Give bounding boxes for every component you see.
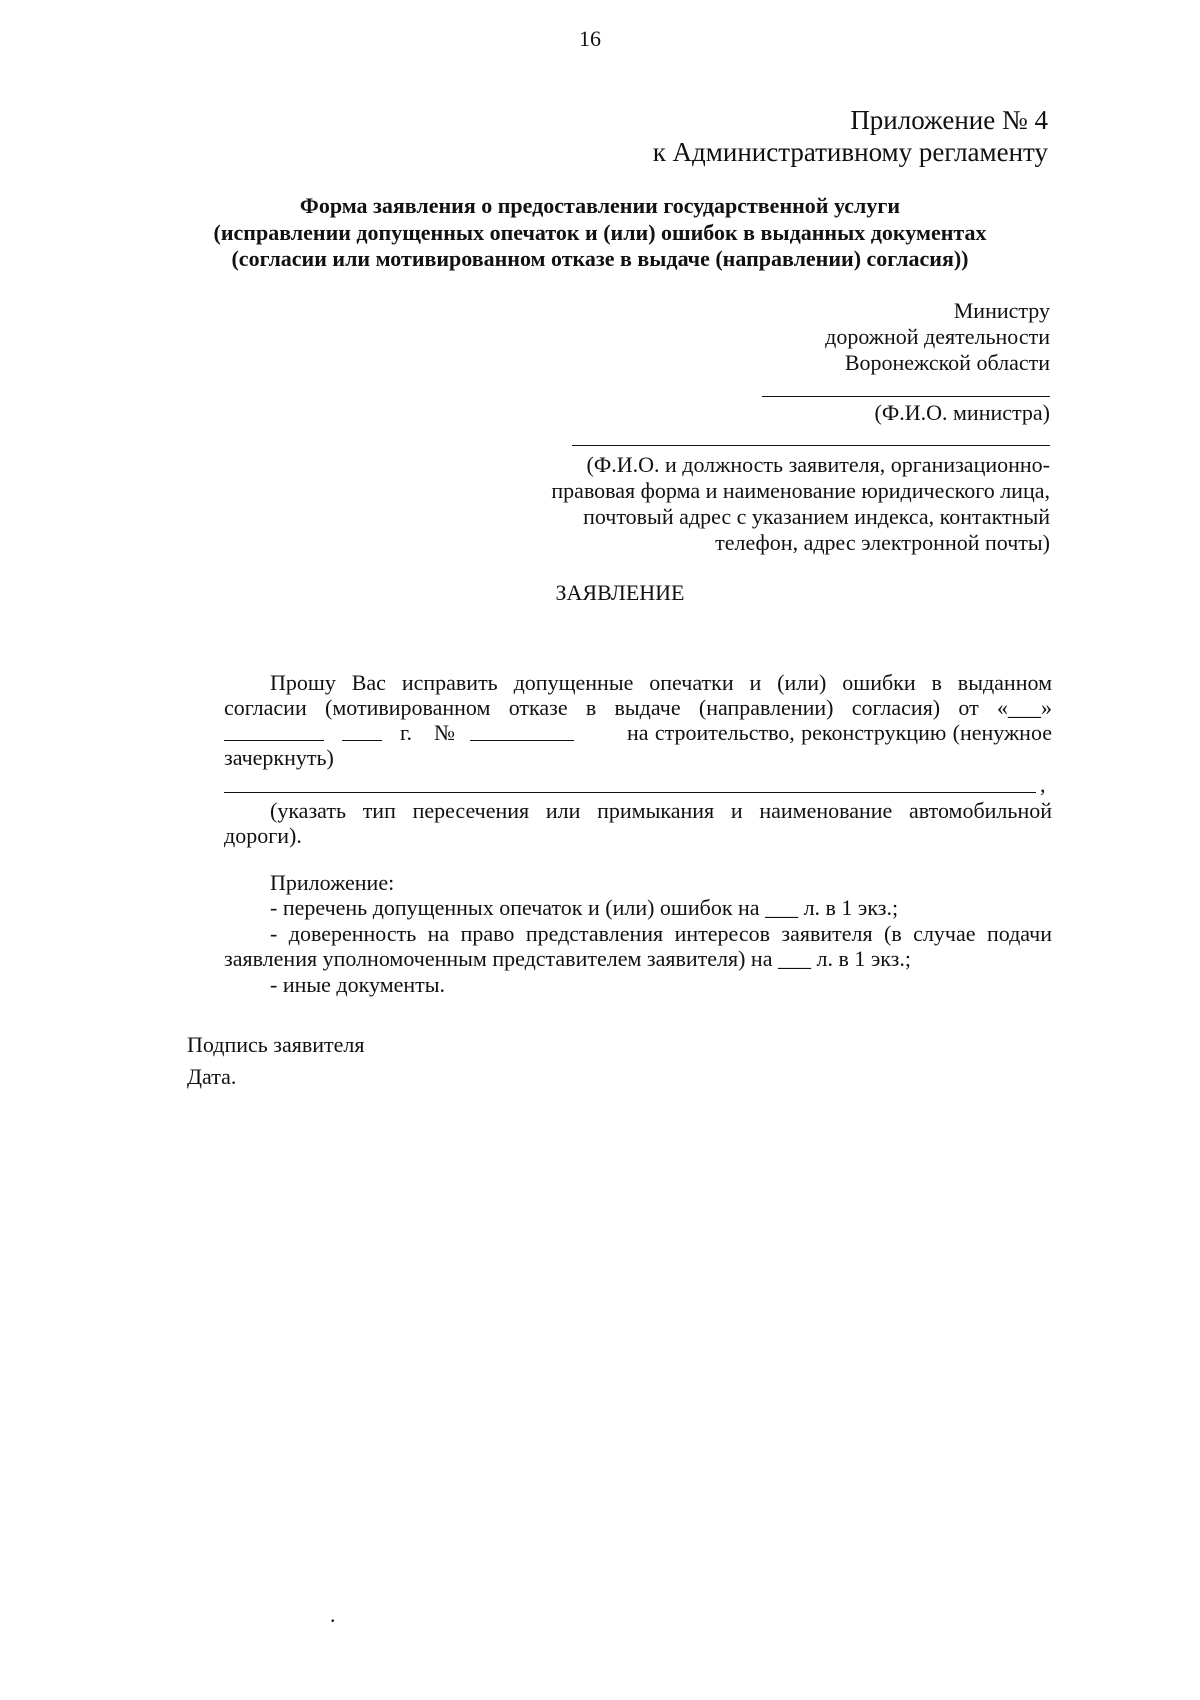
applicant-caption-line-2: правовая форма и наименование юридического лица, — [551, 478, 1050, 503]
number-sign: № — [434, 720, 455, 745]
road-type-comma: , — [1040, 772, 1046, 797]
statement-heading: ЗАЯВЛЕНИЕ — [555, 580, 685, 605]
form-title-line-1: Форма заявления о предоставлении государственной услуги — [299, 193, 901, 218]
addressee-line-3: Воронежской области — [844, 350, 1050, 375]
signature-label: Подпись заявителя — [187, 1032, 365, 1057]
appendix-number: Приложение № 4 — [850, 105, 1048, 135]
date-year-blank — [342, 720, 382, 741]
road-type-blank — [224, 792, 1036, 793]
attachments-heading: Приложение: — [270, 870, 395, 895]
form-title-line-3: (согласии или мотивированном отказе в выдаче (направлении) согласия)) — [231, 246, 969, 271]
document-number-blank — [470, 720, 574, 741]
date-day-month-blank — [224, 720, 324, 741]
body-line-3 — [224, 720, 1052, 748]
form-title-line-2: (исправлении допущенных опечаток и (или) ошибок в выданных документах — [213, 220, 987, 245]
body-line-1: Прошу Вас исправить допущенные опечатки и (или) ошибки в выданном — [270, 670, 1052, 695]
appendix-reference: к Административному регламенту — [652, 137, 1048, 167]
applicant-blank — [572, 445, 1050, 446]
minister-caption: (Ф.И.О. министра) — [874, 400, 1050, 425]
applicant-caption-line-4: телефон, адрес электронной почты) — [715, 530, 1050, 555]
body-line-6: (указать тип пересечения или примыкания и наименование автомобильной — [270, 798, 1052, 823]
attachment-item-1: - перечень допущенных опечаток и (или) ошибок на ___ л. в 1 экз.; — [270, 895, 899, 920]
attachment-item-2-line-1: - доверенность на право представления интересов заявителя (в случае подачи — [270, 921, 1052, 946]
addressee-line-2: дорожной деятельности — [825, 324, 1050, 349]
body-line-2: согласии (мотивированном отказе в выдаче (направлении) согласия) от «___» — [224, 695, 1052, 720]
page-number: 16 — [579, 26, 601, 51]
attachment-item-2-line-2: заявления уполномоченным представителем заявителя) на ___ л. в 1 экз.; — [224, 946, 911, 971]
addressee-line-1: Министру — [953, 298, 1050, 323]
footer-mark: . — [330, 1602, 336, 1627]
year-label: г. — [400, 720, 413, 745]
body-line-7: дороги). — [224, 823, 302, 848]
date-label: Дата. — [187, 1064, 237, 1089]
applicant-caption-line-3: почтовый адрес с указанием индекса, контактный — [583, 504, 1050, 529]
body-line-3-rest: на строительство, реконструкцию (ненужное — [627, 720, 1052, 745]
attachment-item-3: - иные документы. — [270, 972, 446, 997]
minister-name-blank — [762, 396, 1050, 397]
applicant-caption-line-1: (Ф.И.О. и должность заявителя, организационно- — [586, 452, 1050, 477]
body-line-4: зачеркнуть) — [224, 745, 334, 770]
